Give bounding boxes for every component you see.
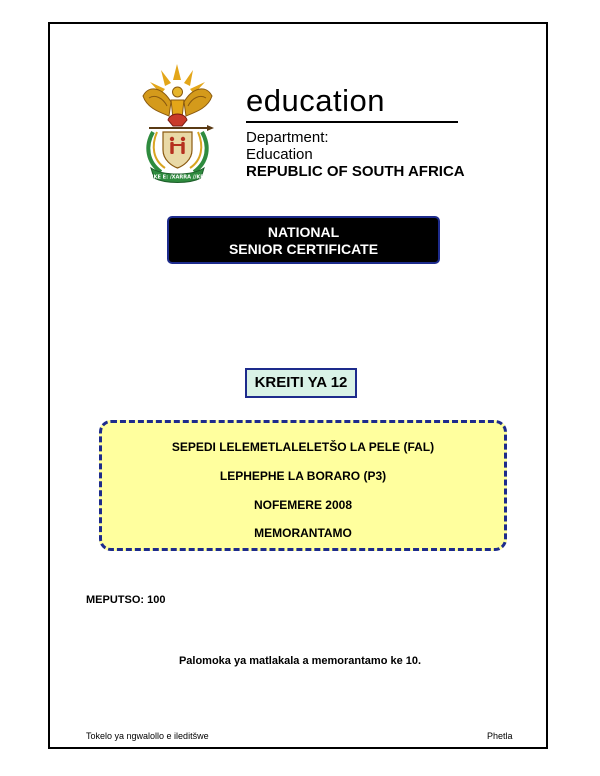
subject-panel [99, 420, 507, 551]
document-type: MEMORANTAMO [254, 526, 352, 540]
copyright-notice: Tokelo ya ngwalollo e ileditšwe [86, 731, 209, 741]
page-count-note: Palomoka ya matlakala a memorantamo ke 10. [178, 655, 422, 667]
certificate-banner [167, 216, 440, 264]
subject-name: SEPEDI LELEMETLALELETŠO LA PELE (FAL) [171, 440, 435, 454]
grade-label: KREITI YA 12 [245, 368, 357, 398]
motto-text: !KE E: /XARRA //KE [151, 174, 204, 181]
department-label: Department: [246, 129, 329, 146]
total-marks: MEPUTSO: 100 [86, 594, 166, 606]
exam-date: NOFEMERE 2008 [253, 498, 353, 512]
turn-over-label: Phetla [487, 731, 513, 741]
certificate-line-2: SENIOR CERTIFICATE [228, 241, 379, 257]
brand-word: education [246, 83, 385, 118]
country-name: REPUBLIC OF SOUTH AFRICA [246, 163, 465, 180]
coat-of-arms-icon [135, 62, 220, 184]
paper-number: LEPHEPHE LA BORARO (P3) [219, 469, 387, 483]
certificate-line-1: NATIONAL [267, 224, 340, 240]
department-name: Education [246, 146, 313, 163]
brand-divider [246, 121, 458, 123]
department-brand [246, 84, 466, 180]
